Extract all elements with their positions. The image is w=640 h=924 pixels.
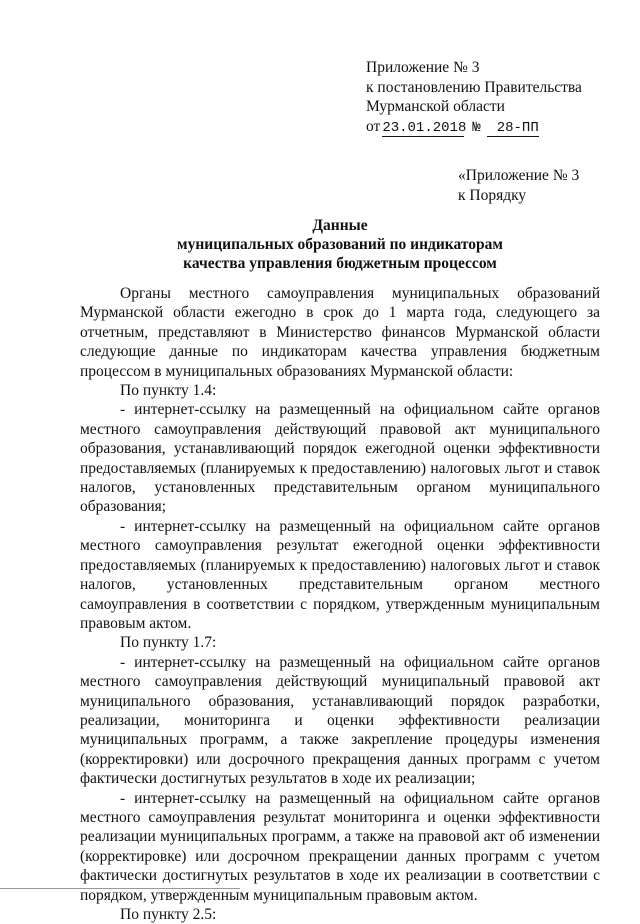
appendix-header [366,58,616,138]
intro-paragraph: Органы местного самоуправления муниципальных образований Мурманской области ежегодно в срок до 1 марта года, следующего за отчетным, представляют в Министерство финансов Мурманской области следующие данные по индикаторам качества управления бюджетным процессом в муниципальных образованиях Мурманской области: [80,285,600,380]
document-body [80,284,600,924]
order-reference-title: «Приложение № 3 [458,167,580,184]
section-1-4-item-1: - интернет-ссылку на размещенный на официальном сайте органов местного самоуправления действующий правовой акт муниципального образования, устанавливающий порядок ежегодной оценки эффективности предоставляемых (планируемых к предоставлению) налоговых льгот и ставок налогов, установленных представительным органом муниципального образования; [80,401,600,516]
title-line-1: Данные [312,217,368,234]
document-title [80,216,600,273]
appendix-decree-line: к постановлению Правительства [366,78,582,96]
decree-date: 23.01.2018 [382,119,467,136]
number-sign: № [472,119,481,136]
section-heading-1-7: По пункту 1.7: [120,634,217,652]
order-reference [458,166,618,206]
appendix-region-line: Мурманской области [366,98,505,115]
section-heading-2-5: По пункту 2.5: [120,906,217,923]
date-prefix: от [366,117,381,135]
title-line-2: муниципальных образований по индикаторам [177,236,503,253]
section-1-7-item-1: - интернет-ссылку на размещенный на официальном сайте органов местного самоуправления действующий муниципальный правовой акт муниципального образования, устанавливающий порядок разработки, реализации, мониторинга и оценки эффективности реализации муниципальных программ, а также закрепление процедуры изменения (корректировки) или досрочного прекращения данных программ с учетом фактически достигнутых результатов в ходе их реализации; [80,653,600,788]
decree-number: 28-ПП [487,120,539,137]
appendix-title: Приложение № 3 [366,59,480,76]
order-reference-sub: к Порядку [458,187,527,204]
section-1-7-item-2: - интернет-ссылку на размещенный на официальном сайте органов местного самоуправления результат мониторинга и оценки эффективности реализации муниципальных программ, а также на правовой акт об изменении (корректировке) или досрочном прекращении данных программ с учетом фактически достигнутых результатов в ходе их реализации в соответствии с порядком, утвержденным муниципальным правовым актом. [80,789,600,904]
appendix-date-line [366,117,616,139]
section-1-4-item-2: - интернет-ссылку на размещенный на официальном сайте органов местного самоуправления результат ежегодной оценки эффективности предоставляемых (планируемых к предоставлению) налоговых льгот и ставок налогов, установленных представительным органом местного самоуправления в соответствии с порядком, утвержденным муниципальным правовым актом. [80,517,600,632]
page-bottom-rule [0,888,240,889]
section-heading-1-4: По пункту 1.4: [120,382,217,400]
title-line-3: качества управления бюджетным процессом [183,255,497,272]
